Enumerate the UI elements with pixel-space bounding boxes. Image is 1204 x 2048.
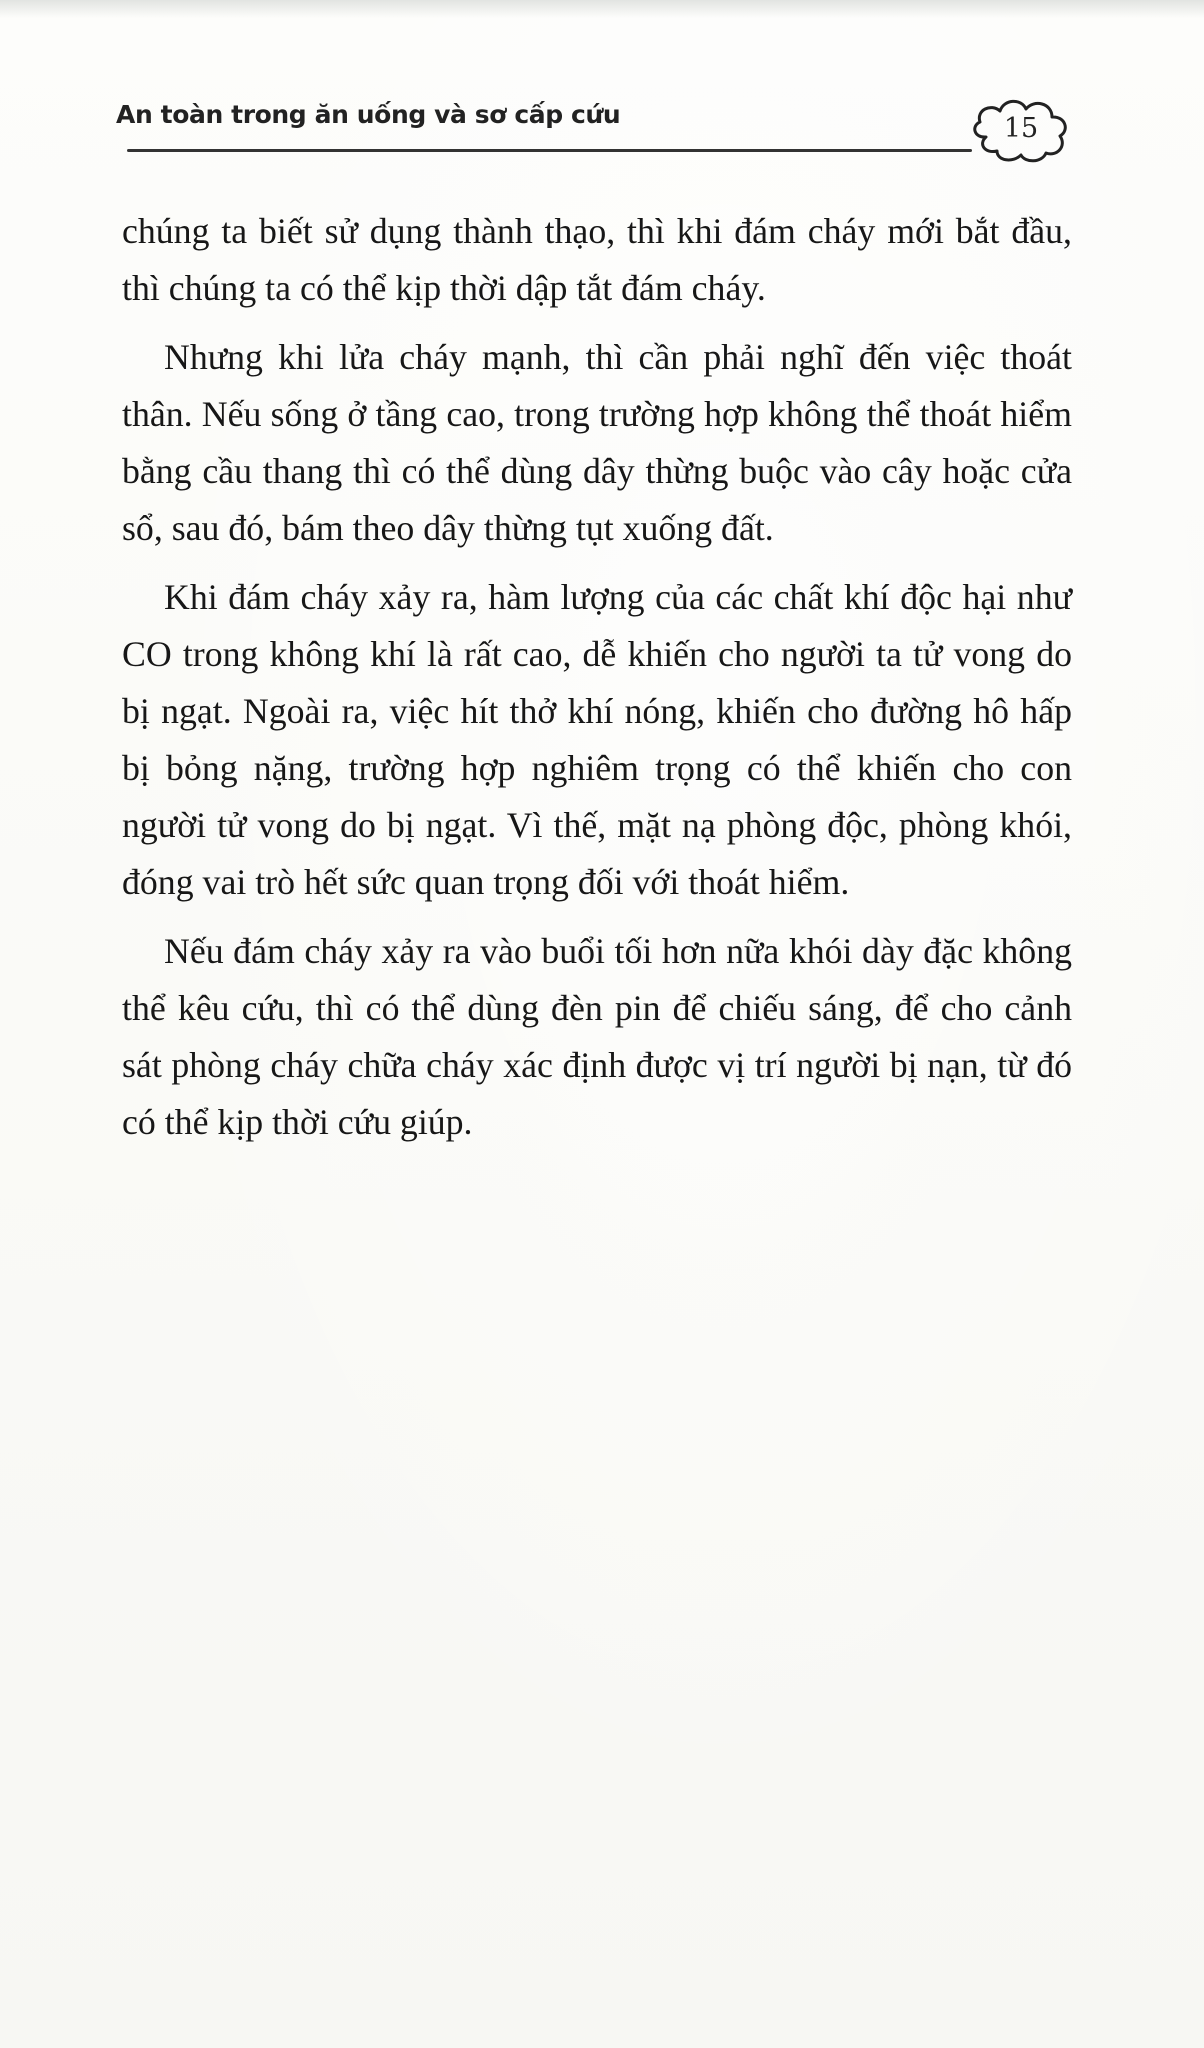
header-rule — [127, 149, 972, 152]
paragraph-4: Nếu đám cháy xảy ra vào buổi tối hơn nữa khói dày đặc không thể kêu cứu, thì có thể dùng đèn pin để chiếu sáng, để cho cảnh sát phòng cháy chữa cháy xác định được vị trí người bị nạn, từ đó có thể kịp thời cứu giúp. — [122, 931, 1072, 1142]
running-title: An toàn trong ăn uống và sơ cấp cứu — [116, 100, 621, 129]
page-top-edge — [0, 0, 1204, 18]
cloud-ornament-icon — [966, 95, 1076, 163]
paragraph-3: Khi đám cháy xảy ra, hàm lượng của các chất khí độc hại như CO trong không khí là rất cao, dễ khiến cho người ta tử vong do bị ngạt. Ngoài ra, việc hít thở khí nóng, khiến cho đường hô hấp bị bỏng nặng, trường hợp nghiêm trọng có thể khiến cho con người tử vong do bị ngạt. Vì thế, mặt nạ phòng độc, phòng khói, đóng vai trò hết sức quan trọng đối với thoát hiểm. — [122, 577, 1072, 902]
page-number: 15 — [1003, 113, 1039, 144]
paragraph-1: chúng ta biết sử dụng thành thạo, thì khi đám cháy mới bắt đầu, thì chúng ta có thể kịp thời dập tắt đám cháy. — [122, 211, 1072, 308]
page-header — [116, 97, 1076, 167]
body-text — [122, 203, 1072, 1163]
paragraph-2: Nhưng khi lửa cháy mạnh, thì cần phải nghĩ đến việc thoát thân. Nếu sống ở tầng cao, trong trường hợp không thể thoát hiểm bằng cầu thang thì có thể dùng dây thừng buộc vào cây hoặc cửa sổ, sau đó, bám theo dây thừng tụt xuống đất. — [122, 337, 1072, 548]
